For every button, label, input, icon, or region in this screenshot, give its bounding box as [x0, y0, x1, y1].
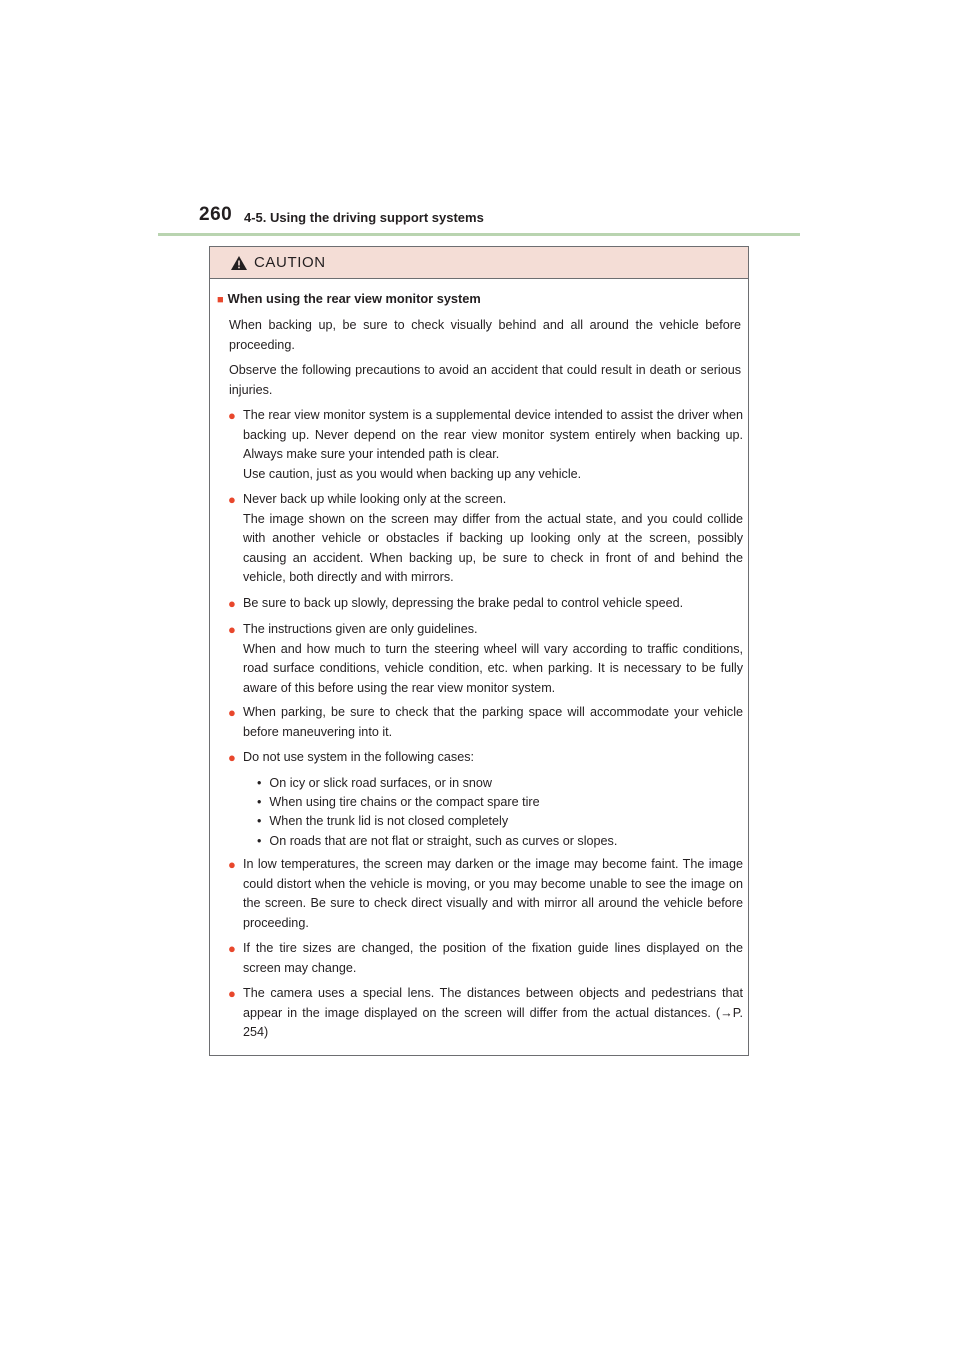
- caution-header: [210, 247, 748, 279]
- bullet-dot-icon: ●: [228, 750, 236, 765]
- case-item: • When the trunk lid is not closed completely: [257, 814, 509, 828]
- bullet-dot-icon: ●: [228, 705, 236, 720]
- list-item: ● Do not use system in the following cases:: [228, 748, 743, 768]
- bullet-dot-icon: ●: [228, 986, 236, 1001]
- list-item: ● The rear view monitor system is a supplemental device intended to assist the driver when backing up. Never depend on the rear view monitor system entirely when backing up. Always make sure your intended path is clear. Use caution, just as you would when backing up any vehicle.: [228, 408, 743, 481]
- bullet-dot-icon: ●: [228, 596, 236, 611]
- list-item: ● Be sure to back up slowly, depressing the brake pedal to control vehicle speed.: [228, 594, 743, 614]
- bullet-dot-icon: ●: [228, 857, 236, 872]
- header-divider: [158, 233, 800, 236]
- bullet-dot-icon: ●: [228, 408, 236, 423]
- list-item: ● When parking, be sure to check that the parking space will accommodate your vehicle before maneuvering into it.: [228, 705, 743, 739]
- intro-paragraph: Observe the following precautions to avoid an accident that could result in death or serious injuries.: [229, 363, 741, 397]
- square-bullet-icon: ■: [217, 294, 224, 306]
- intro-paragraph: When backing up, be sure to check visually behind and all around the vehicle before proceeding.: [229, 318, 741, 352]
- list-item: ● The camera uses a special lens. The distances between objects and pedestrians that appear in the image displayed on the screen will differ from the actual distances. (→P. 254): [228, 986, 743, 1039]
- case-item: • On icy or slick road surfaces, or in snow: [257, 776, 492, 790]
- caution-body: [210, 278, 748, 1055]
- caution-heading: ■ When using the rear view monitor system: [217, 291, 481, 306]
- list-item: ● In low temperatures, the screen may darken or the image may become faint. The image could distort when the vehicle is moving, or you may become unable to see the image on the screen. Be sure to check direct visually and with mirror all around the vehicle before proceeding.: [228, 857, 743, 930]
- page-header: [199, 204, 839, 234]
- list-item: ● If the tire sizes are changed, the position of the fixation guide lines displayed on the screen may change.: [228, 941, 743, 975]
- bullet-dot-icon: ●: [228, 492, 236, 507]
- list-item: ● Never back up while looking only at the screen. The image shown on the screen may differ from the actual state, and you could collide with another vehicle or obstacles if backing up looking only at the screen, possibly causing an accident. When backing up, be sure to check in front of and behind the vehicle, both directly and with mirrors.: [228, 492, 743, 584]
- bullet-dot-icon: ●: [228, 941, 236, 956]
- case-item: • On roads that are not flat or straight, such as curves or slopes.: [257, 834, 618, 848]
- section-title: 4-5. Using the driving support systems: [244, 210, 484, 225]
- bullet-dot-icon: ●: [228, 622, 236, 637]
- case-item: • When using tire chains or the compact spare tire: [257, 795, 540, 809]
- caution-box: [209, 246, 749, 1056]
- warning-triangle-icon: [230, 255, 248, 271]
- list-item: ● The instructions given are only guidelines. When and how much to turn the steering wheel will vary according to traffic conditions, road surface conditions, vehicle condition, etc. when parking. It is necessary to be fully aware of this before using the rear view monitor system.: [228, 622, 743, 695]
- page-number: 260: [199, 204, 233, 225]
- caution-title: CAUTION: [254, 254, 326, 271]
